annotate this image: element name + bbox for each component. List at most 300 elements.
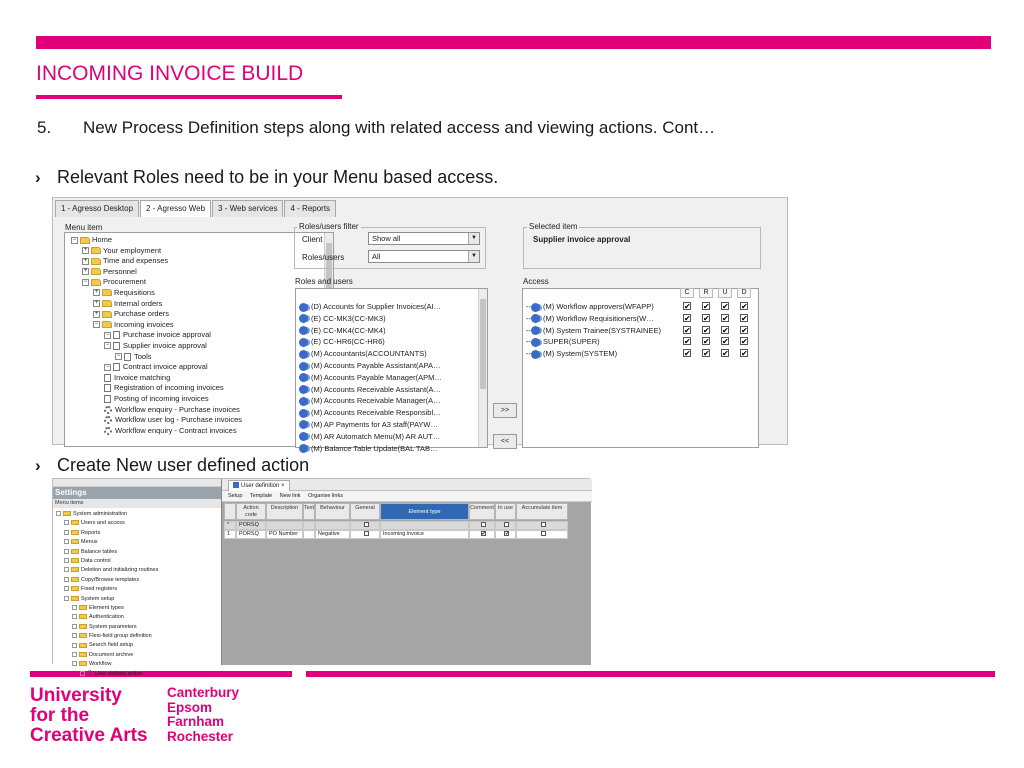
campus-list	[167, 686, 239, 744]
client-value: Show all	[372, 234, 401, 243]
access-checkbox[interactable]: ✔	[741, 313, 748, 323]
settings-tree-label: Menus	[81, 539, 98, 546]
grid-checkbox[interactable]	[364, 522, 369, 527]
settings-tree-item[interactable]	[56, 557, 221, 566]
menu-item-label: Menu item	[65, 223, 103, 232]
access-checkbox[interactable]: ✔	[684, 349, 691, 359]
settings-tree-item[interactable]	[56, 576, 221, 585]
access-list[interactable]	[522, 288, 759, 448]
settings-tree-item[interactable]	[56, 519, 221, 528]
role-item[interactable]	[296, 301, 487, 313]
gear-icon	[104, 416, 112, 424]
role-label: (M) Balance Table Update(BAL TAB…	[311, 443, 438, 453]
remove-access-button[interactable]: <<	[493, 434, 517, 449]
settings-tree-item[interactable]	[56, 585, 221, 594]
settings-tree-label: Deletion and initializing routines	[81, 567, 159, 574]
expander-icon[interactable]: −	[72, 236, 77, 243]
grid-header-8[interactable]: Accumulate item	[516, 503, 568, 520]
settings-tree-item[interactable]	[56, 670, 221, 679]
grid-checkbox[interactable]: ✔	[481, 531, 486, 538]
tree-connector: --	[526, 325, 531, 335]
folder-icon	[79, 661, 87, 666]
role-item[interactable]	[296, 360, 487, 372]
access-checkbox[interactable]: ✔	[684, 325, 691, 335]
folder-icon	[71, 577, 79, 582]
expander-icon[interactable]	[72, 643, 77, 648]
expander-icon[interactable]	[64, 577, 69, 582]
access-label: (M) System Trainee(SYSTRAINEE)	[543, 325, 661, 335]
tree-item-label: Purchase invoice approval	[123, 330, 211, 340]
expander-icon[interactable]	[64, 567, 69, 572]
grid-cell-behaviour[interactable]: Negative	[315, 530, 350, 539]
access-label: Access	[523, 277, 549, 286]
tree-item[interactable]	[65, 309, 333, 320]
grid-header-0[interactable]: Action code	[236, 503, 266, 520]
expander-icon[interactable]	[72, 614, 77, 619]
role-label: (M) Accounts Payable Assistant(APA…	[311, 360, 441, 370]
expander-icon[interactable]	[64, 539, 69, 544]
roles-and-users-label: Roles and users	[295, 277, 353, 286]
tree-item[interactable]	[65, 235, 333, 246]
access-label: (M) Workflow approvers(WFAPP)	[543, 302, 654, 311]
settings-tree-item[interactable]	[56, 660, 221, 669]
folder-icon	[79, 614, 87, 619]
tree-item[interactable]	[65, 330, 333, 341]
university-logo	[30, 686, 148, 746]
grid-cell-accum[interactable]	[516, 530, 568, 539]
expander-icon[interactable]: −	[83, 278, 88, 285]
tree-connector: --	[526, 337, 531, 347]
expander-icon[interactable]	[64, 586, 69, 591]
access-checkbox[interactable]: ✔	[684, 302, 691, 311]
logo-line: University	[30, 685, 122, 706]
client-label: Client	[302, 235, 323, 244]
top-accent-bar	[36, 36, 991, 49]
user-group-icon	[299, 385, 308, 394]
settings-tree-label: Authentication	[89, 614, 124, 621]
tree-item-label: Incoming invoices	[114, 319, 174, 329]
selected-item-label: Selected item	[529, 222, 578, 231]
user-definition-panel	[221, 479, 591, 665]
folder-icon	[79, 643, 87, 648]
access-checkbox[interactable]: ✔	[741, 325, 748, 335]
toolbar-template[interactable]: Template	[249, 493, 273, 499]
role-item[interactable]	[296, 431, 487, 443]
tree-item[interactable]	[65, 426, 333, 437]
grid-cell-inuse[interactable]	[495, 530, 516, 539]
grid-cell-code[interactable]: PORSQ	[236, 521, 266, 530]
tree-item-label: Personnel	[103, 266, 137, 276]
settings-tree-label: Copy/Browse templates	[81, 576, 140, 583]
expander-icon[interactable]	[64, 549, 69, 554]
slide-title: INCOMING INVOICE BUILD	[36, 62, 304, 85]
role-label: (M) Accounts Receivable Responsibl…	[311, 408, 441, 418]
user-group-icon	[299, 373, 308, 382]
role-label: (M) AP Payments for A3 staff(PAYW…	[311, 419, 438, 429]
tree-item[interactable]	[65, 352, 333, 363]
tree-item[interactable]	[65, 320, 333, 331]
document-icon	[113, 363, 120, 371]
grid-header-4[interactable]: General	[350, 503, 380, 520]
grid-header-2[interactable]: Text	[303, 503, 315, 520]
tree-item-label: Posting of incoming invoices	[114, 393, 209, 403]
access-col-c: C	[680, 288, 694, 298]
access-col-u: U	[718, 288, 732, 298]
expander-icon[interactable]	[72, 605, 77, 610]
grid-header-3[interactable]: Behaviour	[315, 503, 350, 520]
access-checkbox[interactable]: ✔	[703, 313, 710, 323]
tree-item-label: Home	[92, 235, 113, 244]
grid-cell-num[interactable]: 1	[224, 530, 236, 539]
grid-cell-general[interactable]	[350, 530, 380, 539]
grid-cell-behaviour[interactable]	[315, 521, 350, 530]
toolbar-new-link[interactable]: New link	[279, 493, 301, 499]
role-item[interactable]	[296, 348, 487, 360]
settings-tree-label: Element types	[89, 604, 124, 611]
role-label: (E) CC-HR6(CC-HR6)	[311, 337, 385, 347]
window-icon	[233, 482, 239, 488]
grid-header-5[interactable]: Element type	[380, 503, 469, 520]
settings-tree-label: Data control	[81, 557, 111, 564]
access-checkbox[interactable]: ✔	[684, 337, 691, 347]
tree-item-label: Procurement	[103, 277, 146, 287]
access-checkbox[interactable]: ✔	[684, 313, 691, 323]
role-item[interactable]	[296, 443, 487, 455]
access-checkbox[interactable]: ✔	[741, 337, 748, 347]
settings-panel	[53, 479, 221, 677]
bullet-user-action	[35, 455, 309, 476]
role-label: (E) CC-MK3(CC-MK3)	[311, 313, 386, 323]
access-checkbox[interactable]: ✔	[722, 337, 729, 347]
grid-checkbox[interactable]	[541, 522, 546, 527]
tab-agresso-web[interactable]: 2 - Agresso Web	[140, 200, 211, 217]
folder-icon	[102, 289, 112, 296]
folder-icon	[102, 300, 112, 307]
access-checkbox[interactable]: ✔	[703, 325, 710, 335]
role-item[interactable]	[296, 336, 487, 348]
expander-icon[interactable]: −	[94, 321, 99, 328]
grid-cell-comment[interactable]	[469, 530, 495, 539]
grid-cell-element[interactable]: Incoming invoice	[380, 530, 469, 539]
grid-cell-desc[interactable]	[266, 521, 303, 530]
tree-item[interactable]	[65, 299, 333, 310]
expander-icon[interactable]: −	[105, 363, 110, 370]
roles-filter-label: Roles/users filter	[299, 222, 359, 231]
tree-item-label: Registration of incoming invoices	[114, 383, 224, 393]
expander-icon[interactable]: +	[94, 300, 99, 307]
gear-icon	[104, 427, 112, 435]
selected-item-value: Supplier invoice approval	[533, 235, 631, 244]
expander-icon[interactable]: +	[94, 289, 99, 296]
user-defined-action-screenshot	[52, 478, 590, 677]
tree-item-label: Your employment	[103, 245, 162, 255]
user-group-icon	[299, 338, 308, 347]
roles-users-select[interactable]	[368, 250, 480, 263]
access-checkbox[interactable]: ✔	[703, 302, 710, 311]
tree-item-label: Invoice matching	[114, 372, 171, 382]
logo-line: for the	[30, 705, 90, 726]
settings-tree-label: Search field setup	[89, 642, 134, 649]
settings-tree-item[interactable]	[56, 538, 221, 547]
tree-item-label: Workflow enquiry - Contract invoices	[115, 425, 237, 435]
grid-checkbox[interactable]	[364, 531, 369, 536]
tree-item-label: Supplier invoice approval	[123, 340, 207, 350]
settings-tree-item[interactable]	[56, 529, 221, 538]
access-checkbox[interactable]: ✔	[703, 337, 710, 347]
access-col-r: R	[699, 288, 713, 298]
grid-cell-accum[interactable]	[516, 521, 568, 530]
step-number: 5.	[37, 118, 52, 137]
gear-icon	[87, 670, 93, 676]
bullet-text: Relevant Roles need to be in your Menu based access.	[57, 167, 499, 187]
user-group-icon	[299, 350, 308, 359]
access-col-d: D	[737, 288, 751, 298]
grid-cell-code[interactable]: PORSQ	[236, 530, 266, 539]
grid-cell-element[interactable]	[380, 521, 469, 530]
toolbar	[222, 491, 592, 502]
client-select[interactable]	[368, 232, 480, 245]
expander-icon[interactable]	[64, 530, 69, 535]
expander-icon[interactable]: +	[83, 247, 88, 254]
settings-heading: Settings	[53, 487, 221, 499]
folder-icon	[91, 258, 101, 265]
tree-item[interactable]	[65, 373, 333, 384]
grid-checkbox[interactable]: ✔	[505, 531, 510, 538]
access-checkbox[interactable]: ✔	[722, 349, 729, 359]
role-item[interactable]	[296, 407, 487, 419]
tree-item[interactable]	[65, 267, 333, 278]
folder-icon	[79, 605, 87, 610]
document-tabs	[222, 479, 592, 491]
settings-tree-label: Fixed registers	[81, 586, 118, 593]
grid-checkbox[interactable]	[541, 531, 546, 536]
folder-icon	[79, 652, 87, 657]
expander-icon[interactable]	[72, 633, 77, 638]
selected-item-group	[523, 227, 761, 269]
settings-tree-item[interactable]	[56, 595, 221, 604]
toolbar-organise-links[interactable]: Organise links	[308, 493, 343, 499]
menu-tree-rows	[65, 233, 333, 436]
expander-icon[interactable]	[64, 596, 69, 601]
tree-item[interactable]	[65, 256, 333, 267]
settings-tree-label: Users and access	[81, 520, 125, 527]
folder-icon	[91, 268, 101, 275]
roles-users-list[interactable]	[295, 288, 488, 453]
user-group-icon	[299, 326, 308, 335]
roles-users-value: All	[372, 252, 381, 261]
expander-icon[interactable]: +	[94, 310, 99, 317]
tab-bar	[55, 200, 337, 217]
access-checkbox[interactable]: ✔	[722, 325, 729, 335]
chevron-right-icon: ›	[35, 168, 41, 187]
role-item[interactable]	[296, 384, 487, 396]
settings-tree-item[interactable]	[56, 651, 221, 660]
footer-bar-right	[306, 671, 995, 677]
tree-item-label: Internal orders	[114, 298, 163, 308]
access-checkbox[interactable]: ✔	[722, 302, 729, 311]
tree-item[interactable]	[65, 341, 333, 352]
settings-tree-label: System parameters	[89, 623, 137, 630]
access-checkbox[interactable]: ✔	[741, 302, 748, 311]
expander-icon[interactable]	[72, 661, 77, 666]
role-item[interactable]	[296, 395, 487, 407]
grid-checkbox[interactable]	[481, 522, 486, 527]
logo-line: Creative Arts	[30, 725, 148, 746]
roles-scrollbar[interactable]	[478, 289, 487, 447]
folder-icon	[71, 549, 79, 554]
tree-item[interactable]	[65, 405, 333, 416]
settings-tree-item[interactable]	[56, 623, 221, 632]
expander-icon[interactable]: −	[105, 331, 110, 338]
close-icon[interactable]: ×	[281, 483, 285, 489]
grid-header-1[interactable]: Description	[266, 503, 303, 520]
expander-icon[interactable]	[80, 671, 85, 676]
user-group-icon	[531, 338, 540, 347]
expander-icon[interactable]	[72, 652, 77, 657]
settings-tree-item[interactable]	[56, 641, 221, 650]
grid-cell-desc[interactable]: PO Number	[266, 530, 303, 539]
menu-access-screenshot	[52, 197, 788, 453]
user-group-icon	[531, 314, 540, 323]
user-group-icon	[531, 303, 540, 312]
title-underline	[36, 95, 342, 99]
expander-icon[interactable]	[72, 624, 77, 629]
user-group-icon	[299, 432, 308, 441]
add-access-button[interactable]: >>	[493, 403, 517, 418]
role-item[interactable]	[296, 419, 487, 431]
folder-icon	[71, 539, 79, 544]
document-icon	[124, 353, 131, 361]
role-item[interactable]	[296, 313, 487, 325]
grid-checkbox[interactable]	[504, 522, 509, 527]
grid-cell-general[interactable]	[350, 521, 380, 530]
access-checkbox[interactable]: ✔	[741, 349, 748, 359]
tree-item-label: Workflow enquiry - Purchase invoices	[115, 404, 240, 414]
chevron-down-icon: ▼	[468, 251, 479, 262]
tree-item[interactable]	[65, 383, 333, 394]
role-label: (D) Accounts for Supplier Invoices(AI…	[311, 302, 442, 311]
expander-icon[interactable]	[56, 511, 61, 516]
document-icon	[104, 384, 111, 392]
expander-icon[interactable]	[64, 558, 69, 563]
tab-label: User definition	[241, 483, 280, 489]
tree-item-label: Contract invoice approval	[123, 362, 208, 372]
expander-icon[interactable]: −	[105, 342, 110, 349]
expander-icon[interactable]: +	[83, 257, 88, 264]
grid-header-6[interactable]: Comment	[469, 503, 495, 520]
role-label: (E) CC-MK4(CC-MK4)	[311, 325, 386, 335]
grid-cell-text[interactable]	[303, 521, 315, 530]
access-checkbox[interactable]: ✔	[722, 313, 729, 323]
menu-items-label: Menu items	[53, 499, 221, 508]
folder-icon	[102, 321, 112, 328]
expander-icon[interactable]	[64, 520, 69, 525]
chevron-down-icon: ▼	[468, 233, 479, 244]
expander-icon[interactable]: +	[83, 268, 88, 275]
folder-icon	[79, 633, 87, 638]
settings-tree-item[interactable]	[56, 632, 221, 641]
tree-item[interactable]	[65, 288, 333, 299]
tree-item[interactable]	[65, 277, 333, 288]
folder-icon	[80, 237, 90, 244]
user-group-icon	[299, 420, 308, 429]
folder-icon	[71, 558, 79, 563]
settings-tree-label: Balance tables	[81, 548, 118, 555]
grid-cell-text[interactable]	[303, 530, 315, 539]
folder-icon	[91, 247, 101, 254]
document-icon	[104, 395, 111, 403]
grid-header-num	[224, 503, 236, 520]
user-group-icon	[531, 326, 540, 335]
user-group-icon	[299, 303, 308, 312]
settings-tree-label: System setup	[81, 595, 115, 602]
settings-tree-item[interactable]	[56, 548, 221, 557]
tree-item-label: Tools	[134, 351, 152, 361]
document-icon	[104, 374, 111, 382]
grid-cell-num[interactable]: *	[224, 521, 236, 530]
folder-icon	[71, 596, 79, 601]
tree-item[interactable]	[65, 246, 333, 257]
access-label: (M) System(SYSTEM)	[543, 349, 618, 359]
tree-item-label: Time and expenses	[103, 256, 169, 266]
chevron-right-icon: ›	[35, 456, 41, 475]
grid-cell-inuse[interactable]	[495, 521, 516, 530]
gear-icon	[104, 406, 112, 414]
document-icon	[113, 331, 120, 339]
user-group-icon	[299, 409, 308, 418]
role-item[interactable]	[296, 372, 487, 384]
bullet-text: Create New user defined action	[57, 455, 310, 475]
settings-tree-item[interactable]	[56, 566, 221, 575]
folder-icon	[71, 567, 79, 572]
settings-tree-item[interactable]	[56, 613, 221, 622]
access-checkbox[interactable]: ✔	[703, 349, 710, 359]
user-group-icon	[299, 397, 308, 406]
settings-tree-label: System administration	[73, 511, 128, 517]
tab-reports[interactable]: 4 - Reports	[284, 200, 336, 217]
document-icon	[113, 342, 120, 350]
tree-connector: --	[526, 302, 531, 311]
settings-tree-label: Workflow	[89, 661, 112, 668]
toolbar-setup[interactable]: Setup	[228, 493, 243, 499]
settings-tree[interactable]	[56, 510, 221, 679]
tab-agresso-desktop[interactable]: 1 - Agresso Desktop	[55, 200, 139, 217]
settings-tree-label: Reports	[81, 529, 101, 536]
settings-tree-item[interactable]	[56, 604, 221, 613]
roles-users-filter-label: Roles/users	[302, 253, 345, 262]
role-item[interactable]	[296, 325, 487, 337]
folder-icon	[91, 279, 101, 286]
tree-item-label: Requisitions	[114, 287, 155, 297]
role-label: (M) Accountants(ACCOUNTANTS)	[311, 349, 427, 359]
user-group-icon	[299, 362, 308, 371]
role-label: (M) AR Automatch Menu(M) AR AUT…	[311, 431, 441, 441]
tree-item[interactable]	[65, 394, 333, 405]
tree-item[interactable]	[65, 362, 333, 373]
expander-icon[interactable]: −	[116, 353, 121, 360]
settings-tree-label: Document archive	[89, 651, 134, 658]
tree-item[interactable]	[65, 415, 333, 426]
settings-tree-item[interactable]	[56, 510, 221, 519]
campus-item: Canterbury	[167, 685, 240, 700]
grid-cell-comment[interactable]	[469, 521, 495, 530]
tree-connector: --	[526, 313, 531, 323]
tab-web-services[interactable]: 3 - Web services	[212, 200, 283, 217]
folder-icon	[102, 311, 112, 318]
grid-header-7[interactable]: In use	[495, 503, 516, 520]
tree-connector: --	[526, 349, 531, 359]
tab-user-definition[interactable]	[228, 480, 290, 491]
